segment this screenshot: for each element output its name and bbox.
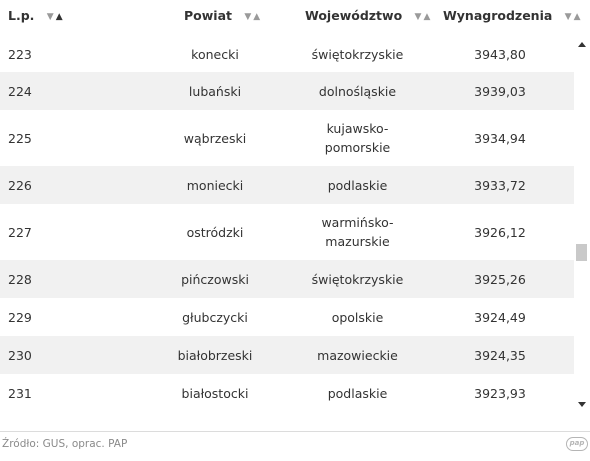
sort-desc-icon[interactable]: ▼ [564,12,574,22]
header-wynagrodzenia-label: Wynagrodzenia [443,8,553,23]
cell-lp: 231 [8,385,32,401]
cell-lp: 223 [8,46,32,62]
woj-line-2: pomorskie [324,140,391,155]
pap-logo: pap [566,437,588,451]
header-powiat-label: Powiat [184,8,232,23]
source-note: Źródło: GUS, oprac. PAP [2,438,128,450]
table-row [0,298,574,336]
table-body [0,36,574,413]
cell-lp: 227 [8,224,32,240]
cell-powiat: pińczowski [181,271,249,287]
footer-divider [0,431,590,432]
cell-lp: 226 [8,177,32,193]
table-row [0,110,574,166]
header-wojewodztwo-label: Województwo [305,8,403,23]
header-lp-label: L.p. [8,8,35,23]
cell-powiat: konecki [191,46,239,62]
header-wynagrodzenia[interactable] [443,0,583,32]
table-row [0,204,574,260]
header-powiat[interactable] [184,0,262,32]
cell-wynagrodzenia: 3943,80 [474,46,526,62]
cell-wynagrodzenia: 3925,26 [474,271,526,287]
table-row [0,166,574,204]
cell-wojewodztwo: opolskie [331,309,384,325]
table-row [0,260,574,298]
cell-powiat: białobrzeski [177,347,253,363]
table-row [0,336,574,374]
sort-control-wojewodztwo[interactable] [415,1,433,33]
cell-lp: 228 [8,271,32,287]
sort-desc-icon[interactable]: ▼ [244,12,254,22]
sort-control-lp[interactable] [47,1,65,33]
sort-control-wynagrodzenia[interactable] [565,1,583,33]
cell-powiat: wąbrzeski [183,130,247,146]
header-wojewodztwo[interactable] [305,0,432,32]
cell-wynagrodzenia: 3926,12 [474,224,526,240]
cell-lp: 230 [8,347,32,363]
cell-wojewodztwo: świętokrzyskie [311,46,404,62]
cell-wynagrodzenia: 3939,03 [474,83,526,99]
scrollbar-thumb[interactable] [576,244,587,261]
sort-asc-icon[interactable]: ▲ [423,12,433,22]
sort-asc-icon[interactable]: ▲ [253,12,263,22]
cell-lp: 229 [8,309,32,325]
header-lp[interactable] [8,0,65,32]
table-header [0,0,590,36]
cell-wojewodztwo: mazowieckie [317,347,398,363]
cell-wynagrodzenia: 3924,35 [474,347,526,363]
woj-line-1: kujawsko- [326,121,389,136]
sort-asc-icon[interactable]: ▲ [573,12,583,22]
cell-powiat: głubczycki [182,309,248,325]
sort-control-powiat[interactable] [244,1,262,33]
cell-powiat: białostocki [181,385,249,401]
table-row [0,36,574,72]
woj-line-2: mazurskie [325,234,390,249]
scroll-up-arrow-icon[interactable] [578,42,586,47]
cell-wynagrodzenia: 3923,93 [474,385,526,401]
cell-lp: 224 [8,83,32,99]
cell-powiat: moniecki [186,177,244,193]
cell-powiat: lubański [188,83,242,99]
woj-line-1: warmińsko- [321,215,394,230]
cell-powiat: ostródzki [186,224,244,240]
sort-desc-icon[interactable]: ▼ [414,12,424,22]
cell-wojewodztwo: podlaskie [327,177,388,193]
sort-desc-icon[interactable]: ▼ [46,12,56,22]
cell-wojewodztwo [290,204,425,260]
cell-wynagrodzenia: 3933,72 [474,177,526,193]
table-row [0,72,574,110]
scroll-down-arrow-icon[interactable] [578,402,586,407]
cell-wojewodztwo [290,110,425,166]
cell-wojewodztwo: podlaskie [327,385,388,401]
cell-wojewodztwo: świętokrzyskie [311,271,404,287]
cell-lp: 225 [8,130,32,146]
cell-wojewodztwo: dolnośląskie [318,83,397,99]
table-scrollbar[interactable] [574,36,590,413]
cell-wynagrodzenia: 3924,49 [474,309,526,325]
sort-asc-icon[interactable]: ▲ [55,12,65,22]
table-row [0,374,574,412]
cell-wynagrodzenia: 3934,94 [474,130,526,146]
